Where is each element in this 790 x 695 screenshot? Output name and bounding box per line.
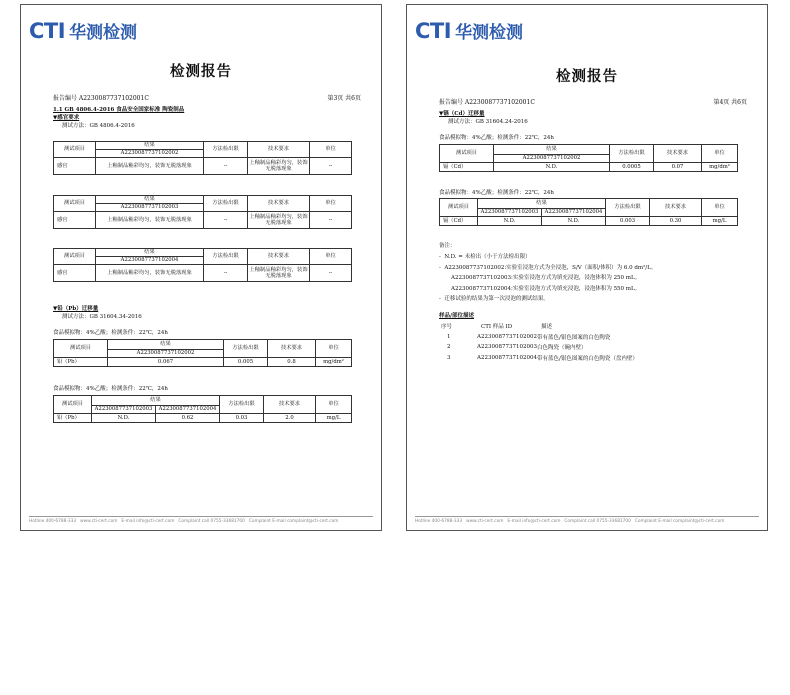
sample-id: A2230087737102003 <box>96 204 204 212</box>
footer-complaint-email: Complaint E-mail complaint@cti-cert.com <box>634 519 725 524</box>
cell-result: 0.62 <box>156 414 220 423</box>
report-number: 报告编号 A2230087737102001C <box>53 95 149 102</box>
footer-hotline: Hotline 400-6788-333 <box>415 519 463 524</box>
th-limit: 方法检出限 <box>204 142 248 158</box>
footer-complaint: Complaint call 0755-33681700 <box>178 519 245 524</box>
th-req: 技术要求 <box>268 340 316 358</box>
col-desc: 描述 <box>541 324 553 331</box>
sample-id: A2230087737102002 <box>494 155 610 163</box>
cell-result: N.D. <box>494 163 610 172</box>
cell-limit: 0.03 <box>220 414 264 423</box>
report-title: 检测报告 <box>556 68 618 85</box>
th-result: 结果 <box>494 145 610 155</box>
th-result: 结果 <box>96 142 204 150</box>
th-unit: 单位 <box>310 249 352 265</box>
cell-limit: -- <box>204 158 248 175</box>
note-item: A2230087737102004:实验室浸泡方式为填充浸泡，浸泡体积为 550 mL。 <box>451 285 641 292</box>
sample-id: A2230087737102003 <box>478 209 542 217</box>
logo-cn-text: 华测检测 <box>455 23 524 43</box>
cell-req: 上釉制品釉彩均匀，装饰无脱落现象 <box>248 212 310 229</box>
cell-unit: mg/L <box>702 217 738 226</box>
cti-logo <box>29 18 137 43</box>
cell-req: 0.30 <box>650 217 702 226</box>
th-limit: 方法检出限 <box>606 199 650 217</box>
footer-web: www.cti-cert.com <box>466 519 504 524</box>
report-page-4 <box>406 4 768 531</box>
th-unit: 单位 <box>310 196 352 212</box>
lead-sim-2: 食品模拟物：4%乙酸；检测条件：22℃，24h <box>53 386 168 392</box>
report-title: 检测报告 <box>170 63 232 80</box>
th-result: 结果 <box>96 249 204 257</box>
report-page-3 <box>20 4 382 531</box>
lead-table-1 <box>53 339 352 367</box>
cell-unit: -- <box>310 212 352 229</box>
th-unit: 单位 <box>316 340 352 358</box>
sensory-table-2 <box>53 195 352 229</box>
lead-heading: ▼铅（Pb）迁移量 <box>53 306 99 312</box>
cell-limit: 0.003 <box>606 217 650 226</box>
th-req: 技术要求 <box>248 142 310 158</box>
note-item: - A2230087737102002:实验室浸泡方式为全浸泡，S/V（面积/体积）为 6.0 dm²/L。 <box>439 264 657 271</box>
th-item: 测试项目 <box>440 145 494 163</box>
logo-cti-text: CTI <box>415 18 452 43</box>
footer-email: E-mail info@cti-cert.com <box>507 519 561 524</box>
footer-web: www.cti-cert.com <box>80 519 118 524</box>
cell-unit: -- <box>310 265 352 282</box>
cell-result: N.D. <box>92 414 156 423</box>
footer-complaint-email: Complaint E-mail complaint@cti-cert.com <box>248 519 339 524</box>
th-result: 结果 <box>478 199 606 209</box>
cd-sim-2: 食品模拟物：4%乙酸；检测条件：22℃，24h <box>439 190 554 196</box>
logo-cn-text: 华测检测 <box>69 23 138 43</box>
lead-method: 测试方法：GB 31604.34-2016 <box>62 314 142 320</box>
cd-sim-1: 食品模拟物：4%乙酸；检测条件：22℃，24h <box>439 135 554 141</box>
cell-unit: mg/L <box>316 414 352 423</box>
th-req: 技术要求 <box>248 249 310 265</box>
cd-section <box>439 109 737 125</box>
cell-item: 感官 <box>54 158 96 175</box>
cell-req: 上釉制品釉彩均匀，装饰无脱落现象 <box>248 158 310 175</box>
cell-limit: 0.005 <box>224 358 268 367</box>
sensory-table-1 <box>53 141 352 175</box>
th-result: 结果 <box>108 340 224 350</box>
th-result: 结果 <box>96 196 204 204</box>
cell-req: 0.8 <box>268 358 316 367</box>
samples-list <box>439 321 638 363</box>
th-limit: 方法检出限 <box>220 396 264 414</box>
th-req: 技术要求 <box>654 145 702 163</box>
page-number: 第4页 共6页 <box>713 99 747 106</box>
th-unit: 单位 <box>702 199 738 217</box>
cd-table-2 <box>439 198 738 226</box>
footer-hotline: Hotline 400-6788-333 <box>29 519 77 524</box>
th-limit: 方法检出限 <box>204 196 248 212</box>
th-item: 测试项目 <box>54 249 96 265</box>
report-number: 报告编号 A2230087737102001C <box>439 99 535 106</box>
cell-item: 镉（Cd） <box>440 163 494 172</box>
sample-row: 2 A2230087737102003 白色陶瓷（碗内壁） <box>447 344 587 352</box>
th-item: 测试项目 <box>54 396 92 414</box>
th-item: 测试项目 <box>440 199 478 217</box>
cell-result: 上釉制品釉彩均匀，装饰无脱落现象 <box>96 158 204 175</box>
cell-item: 铅（Pb） <box>54 358 108 367</box>
cell-item: 铅（Pb） <box>54 414 92 423</box>
th-unit: 单位 <box>310 142 352 158</box>
sensory-heading: ▼感官要求 <box>53 115 80 121</box>
th-limit: 方法检出限 <box>610 145 654 163</box>
standard-section <box>53 105 351 129</box>
th-limit: 方法检出限 <box>204 249 248 265</box>
sensory-method: 测试方法：GB 4806.4-2016 <box>62 123 135 129</box>
page-number: 第3页 共6页 <box>327 95 361 102</box>
sample-id: A2230087737102002 <box>108 350 224 358</box>
cell-req: 0.07 <box>654 163 702 172</box>
page-footer <box>29 516 373 524</box>
th-result: 结果 <box>92 396 220 406</box>
cell-limit: -- <box>204 212 248 229</box>
th-unit: 单位 <box>702 145 738 163</box>
cell-result: 0.067 <box>108 358 224 367</box>
footer-complaint: Complaint call 0755-33681700 <box>564 519 631 524</box>
col-id: CTI 样品 ID <box>481 324 513 331</box>
sample-id: A2230087737102002 <box>96 150 204 158</box>
note-item: - N.D. = 未检出（小于方法检出限） <box>439 254 531 260</box>
th-unit: 单位 <box>316 396 352 414</box>
cti-logo <box>415 18 523 43</box>
sample-id: A2230087737102004 <box>96 257 204 265</box>
cd-method: 测试方法：GB 31604.24-2016 <box>448 119 528 125</box>
cell-req: 上釉制品釉彩均匀，装饰无脱落现象 <box>248 265 310 282</box>
lead-table-2 <box>53 395 352 423</box>
note-item: A2230087737102003:实验室浸泡方式为填充浸泡，浸泡体积为 250 mL。 <box>451 275 641 281</box>
sample-row: 3 A2230087737102004 带有蓝色/银色图案的白色陶瓷（盘内壁） <box>447 354 638 362</box>
th-req: 技术要求 <box>264 396 316 414</box>
cell-result: 上釉制品釉彩均匀，装饰无脱落现象 <box>96 265 204 282</box>
cell-unit: -- <box>310 158 352 175</box>
lead-sim-1: 食品模拟物：4%乙酸；检测条件：22℃，24h <box>53 330 168 336</box>
sample-row: 1 A2230087737102002 带有蓝色/银色图案的白色陶瓷 <box>447 333 611 341</box>
th-req: 技术要求 <box>248 196 310 212</box>
cell-result: N.D. <box>542 217 606 226</box>
sensory-table-3 <box>53 248 352 282</box>
cell-item: 镉（Cd） <box>440 217 478 226</box>
samples-heading: 样品/部位描述 <box>439 313 475 319</box>
sample-id: A2230087737102004 <box>542 209 606 217</box>
col-no: 序号 <box>441 324 453 331</box>
th-item: 测试项目 <box>54 142 96 158</box>
cell-unit: mg/dm² <box>702 163 738 172</box>
cell-item: 感官 <box>54 212 96 229</box>
cell-result: N.D. <box>478 217 542 226</box>
cd-heading: ▼镉（Cd）迁移量 <box>439 111 485 117</box>
notes-list <box>439 252 656 305</box>
th-item: 测试项目 <box>54 340 108 358</box>
notes-heading: 备注： <box>439 243 456 249</box>
samples-header-row <box>439 321 638 332</box>
sample-id: A2230087737102004 <box>156 406 220 414</box>
cd-table-1 <box>439 144 738 172</box>
cell-result: 上釉制品釉彩均匀，装饰无脱落现象 <box>96 212 204 229</box>
cell-limit: -- <box>204 265 248 282</box>
th-req: 技术要求 <box>650 199 702 217</box>
lead-section <box>53 304 351 320</box>
logo-cti-text: CTI <box>29 18 66 43</box>
standard-title: 1.1 GB 4806.4-2016 食品安全国家标准 陶瓷制品 <box>53 107 185 113</box>
cell-req: 2.0 <box>264 414 316 423</box>
cell-unit: mg/dm² <box>316 358 352 367</box>
th-item: 测试项目 <box>54 196 96 212</box>
footer-email: E-mail info@cti-cert.com <box>121 519 175 524</box>
cell-item: 感官 <box>54 265 96 282</box>
page-footer <box>415 516 759 524</box>
cell-limit: 0.0005 <box>610 163 654 172</box>
sample-id: A2230087737102003 <box>92 406 156 414</box>
note-item: - 迁移试验的结果为第一次浸泡的测试结果。 <box>439 296 549 302</box>
th-limit: 方法检出限 <box>224 340 268 358</box>
